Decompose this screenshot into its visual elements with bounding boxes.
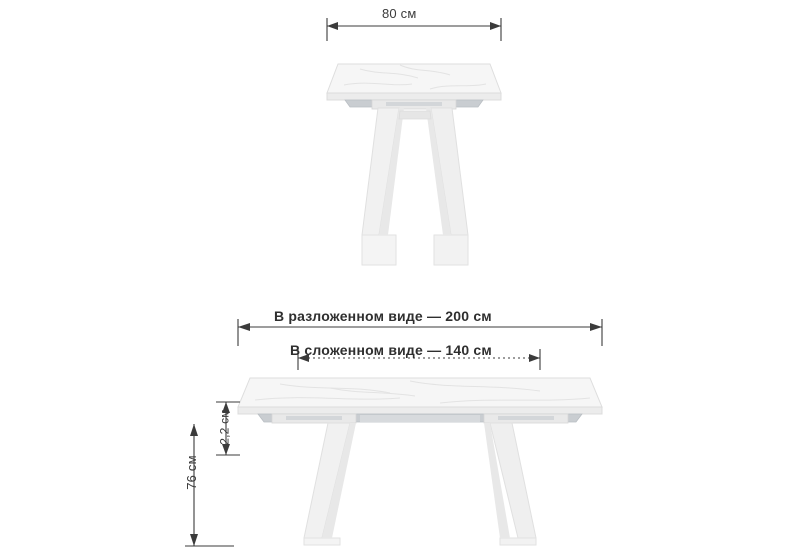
table-front-view <box>183 308 630 545</box>
table-top-slab <box>327 64 501 100</box>
front-view-graphic <box>210 360 650 560</box>
dimension-label-top-width: 80 см <box>382 6 417 21</box>
table-side-view <box>300 6 520 275</box>
dimension-label-folded: В сложенном виде — 140 см <box>290 342 492 358</box>
extension-mechanism <box>345 100 483 109</box>
dimension-label-height: 76 см <box>183 455 199 490</box>
dimension-80cm <box>327 18 501 41</box>
dimension-label-unfolded: В разложенном виде — 200 см <box>274 308 492 324</box>
dimension-label-thickness: 2,2 см <box>217 409 232 445</box>
table-legs-wide <box>304 423 536 545</box>
side-view-graphic <box>300 45 530 285</box>
extension-slides <box>258 414 582 423</box>
table-legs <box>362 108 468 265</box>
table-top-slab-wide <box>238 378 602 414</box>
